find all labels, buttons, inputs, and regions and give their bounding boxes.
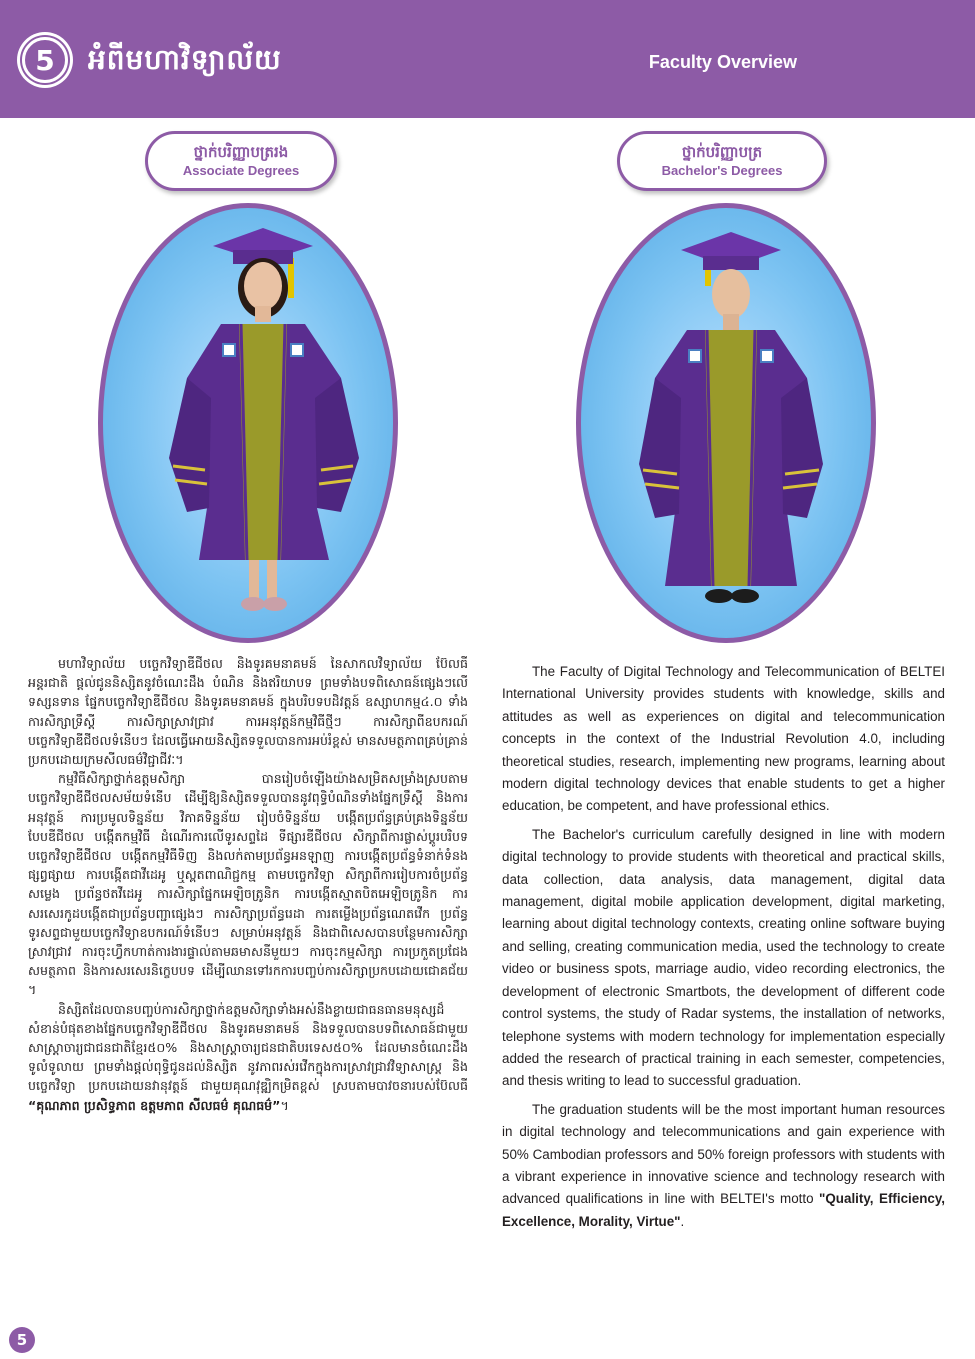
- khmer-body-text: [28, 654, 468, 1115]
- page-header: [0, 0, 975, 118]
- bachelor-degree-label-english: Bachelor's Degrees: [661, 163, 783, 178]
- english-paragraph-3-text: The graduation students will be the most important human resources in digital technology and telecommunications and gain experience with 50% Cambodian professors and 50% foreign professors with students with a vibrant experience in innovative science and technology research with advanced qualifications in line with BELTEI's motto: [502, 1101, 945, 1207]
- khmer-paragraph-3: [28, 1000, 468, 1115]
- english-paragraph-3: [502, 1099, 945, 1233]
- header-title-khmer: អំពីមហាវិទ្យាល័យ: [88, 43, 282, 76]
- graduate-figure-male: [581, 208, 876, 643]
- footer-page-number: 5: [9, 1327, 35, 1353]
- associate-graduate-photo: [98, 203, 398, 643]
- khmer-paragraph-3-text: និស្សិតដែលបានបញ្ចប់ការសិក្សាថ្នាក់ឧត្តមសិក្សាទាំងអស់នឹងខ្លាយជាធនធានមនុស្សដ៏សំខាន់បំផុតខាងផ្នែកបច្ចេកវិទ្យាឌីជីថល និងទូរគមនាគមន៍ និងទទួលបានបទពិសោធន៍ជាមួយសាស្ត្រាចារ្យជាជនជាតិខ្មែរ៥០% និងសាស្ត្រាចារ្យជនជាតិបរទេស៥០% ដែលមានចំណេះដឹងទូលំទូលាយ ព្រមទាំងផ្តល់ពុទ្ធិជូនដល់និស្សិត នូវភាពរស់រវើកក្នុងការស្រាវជ្រាវវិទ្យាសាស្ត្រ និងបច្ចេកវិទ្យា ប្រកបដោយនវានុវត្តន៍ ជាមួយគុណវុឌ្ឍិកម្រិតខ្ពស់ ស្របតាមបាវចនារបស់ប៊ែលធី: [28, 1001, 468, 1094]
- page-number: 5: [22, 37, 68, 83]
- associate-degree-label-english: Associate Degrees: [182, 163, 300, 178]
- associate-degree-label: [145, 131, 337, 191]
- khmer-paragraph-2: កម្មវិធីសិក្សាថ្នាក់ឧត្តមសិក្សា បានរៀបចំឡើងយ៉ាងសម្រិតសម្រាំងស្របតាមបច្ចេកវិទ្យាឌីជីថលសម័យទំនើប ដើម្បីឱ្យនិស្សិតទទួលបាននូវពុទ្ធិបំណិនទាំងផ្នែកទ្រឹស្តី និងការអនុវត្តន៍ ការប្រមូលទិន្នន័យ វិភាគទិន្នន័យ រៀបចំទិន្នន័យ បង្កើតប្រព័ន្ធគ្រប់គ្រងទិន្នន័យបែបឌីជីថល បង្កើតកម្មវិធី ដំណើរការលើទូរសព្ទដៃ ទីផ្សារឌីជីថល សិក្សាពីការផ្លាស់ប្តូរបរិបទបច្ចេកវិទ្យាឌីជីថល បង្កើតកម្មវិធីទិញ និងលក់តាមប្រព័ន្ធអនឡាញ ការបង្កើតប្រព័ន្ធទំនាក់ទំនងផ្សព្វផ្សាយ ការបង្កើតជាវីដេអូ ឬស្ពតពាណិជ្ជកម្ម តាមបច្ចេកវិទ្យា សិក្សាពីការរៀបការចំប្រព័ន្ធសម្លេង ប្រព័ន្ធថតវីដេអូ ការសិក្សាផ្នែកអេឡិចត្រូនិក ការបង្កើតស្មាតបិតអេឡិចត្រូនិក ការសរសេរកូដបង្កើតជាប្រព័ន្ធបញ្ជាផ្សេងៗ ការសិក្សាប្រព័ន្ធរេដា ការតម្លើងប្រព័ន្ធណេតវើក ប្រព័ន្ធទូរសព្ទជាមួយបច្ចេកវិទ្យាឧបករណ៍ទំនើបៗ សម្រាប់អនុវត្តន៍ និងជាពិសេសបានបន្ថែមការសិក្សាស្រាវជ្រាវ ការចុះហ្វឹកហាត់ការងារផ្ទាល់តាមឆមាសនីមួយៗ ការចុះកម្មសិក្សា ការប្រកួតប្រជែងសមត្ថភាព និងការសរសេរនិក្ខេបបទ ដើម្បីឈានទៅរកការបញ្ចប់ការសិក្សាប្រកបដោយជោគជ័យ ។: [28, 771, 468, 998]
- bachelor-degree-label-khmer: ថ្នាក់បរិញ្ញាបត្រ: [681, 143, 763, 161]
- associate-degree-label-khmer: ថ្នាក់បរិញ្ញាបត្ររង: [193, 143, 289, 161]
- khmer-motto: “គុណភាព ប្រសិទ្ធភាព ឧត្តមភាព សីលធម៌ គុណធម៌”: [28, 1097, 281, 1113]
- english-paragraph-1: The Faculty of Digital Technology and Telecommunication of BELTEI International University provides students with knowledge, skills and attitudes as well as experiences on digital and telecommunication concepts in the context of the Industrial Revolution 4.0, including theoretical studies, research, implementing new programs, learning about modern digital technology devices that enable students to get a higher education, be competent, and have professional ethics.: [502, 664, 945, 814]
- header-title-english: Faculty Overview: [648, 52, 797, 72]
- english-paragraph-3-end: .: [680, 1213, 685, 1229]
- khmer-paragraph-1: មហាវិទ្យាល័យ បច្ចេកវិទ្យាឌីជីថល និងទូរគមនាគមន៍ នៃសាកលវិទ្យាល័យ ប៊ែលធី អន្តរជាតិ ផ្តល់ជូននិស្សិតនូវចំណេះដឹង បំណិន និងឥរិយាបទ ព្រមទាំងបទពិសោធន៍ផ្សេងៗលើទស្សនទាន ផ្នែកបច្ចេកវិទ្យាឌីជីថល និងទូរគមនាគមន៍ ក្នុងបរិបទបដិវត្តន៍ ឧស្សាហកម្ម៤.០ ទាំងការសិក្សាទ្រឹស្តី ការសិក្សាស្រាវជ្រាវ ការអនុវត្តន៍កម្មវិធីថ្មីៗ ការសិក្សាពីឧបករណ៍បច្ចេកវិទ្យាឌីជីថលទំនើបៗ ដែលធ្វើអោយនិស្សិតទទួលបានការអប់រំខ្ពស់ មានសមត្ថភាពគ្រប់គ្រាន់ប្រកបដោយក្រមសីលធម៌វិជ្ជាជីវៈ។: [28, 656, 468, 768]
- page-number-badge: [17, 32, 73, 88]
- bachelor-graduate-photo: [576, 203, 876, 643]
- english-paragraph-2: The Bachelor's curriculum carefully designed in line with modern digital technology to provide students with theoretical and practical skills, data collection, data analysis, data management, digital data management, digital mobile application development, digital marketing, learning about digital technology contexts, creating online software buying and selling, creating communication media, used the technology to create video or business spots, marriage audio, video recording electronics, the development of electronic Smartbots, the development of different code control systems, the study of Radar systems, the installation of networks, telephone systems with modern technology for implementation especially added the research of practical training in each semester, competencies, and thesis writing to lead to successful graduation.: [502, 826, 945, 1089]
- english-motto: "Quality, Efficiency, Excellence, Morality, Virtue": [502, 1191, 946, 1229]
- bachelor-degree-label: [617, 131, 827, 191]
- graduate-figure-female: [103, 208, 398, 643]
- khmer-paragraph-3-end: ។: [280, 1097, 289, 1113]
- english-body-text: [502, 661, 945, 1239]
